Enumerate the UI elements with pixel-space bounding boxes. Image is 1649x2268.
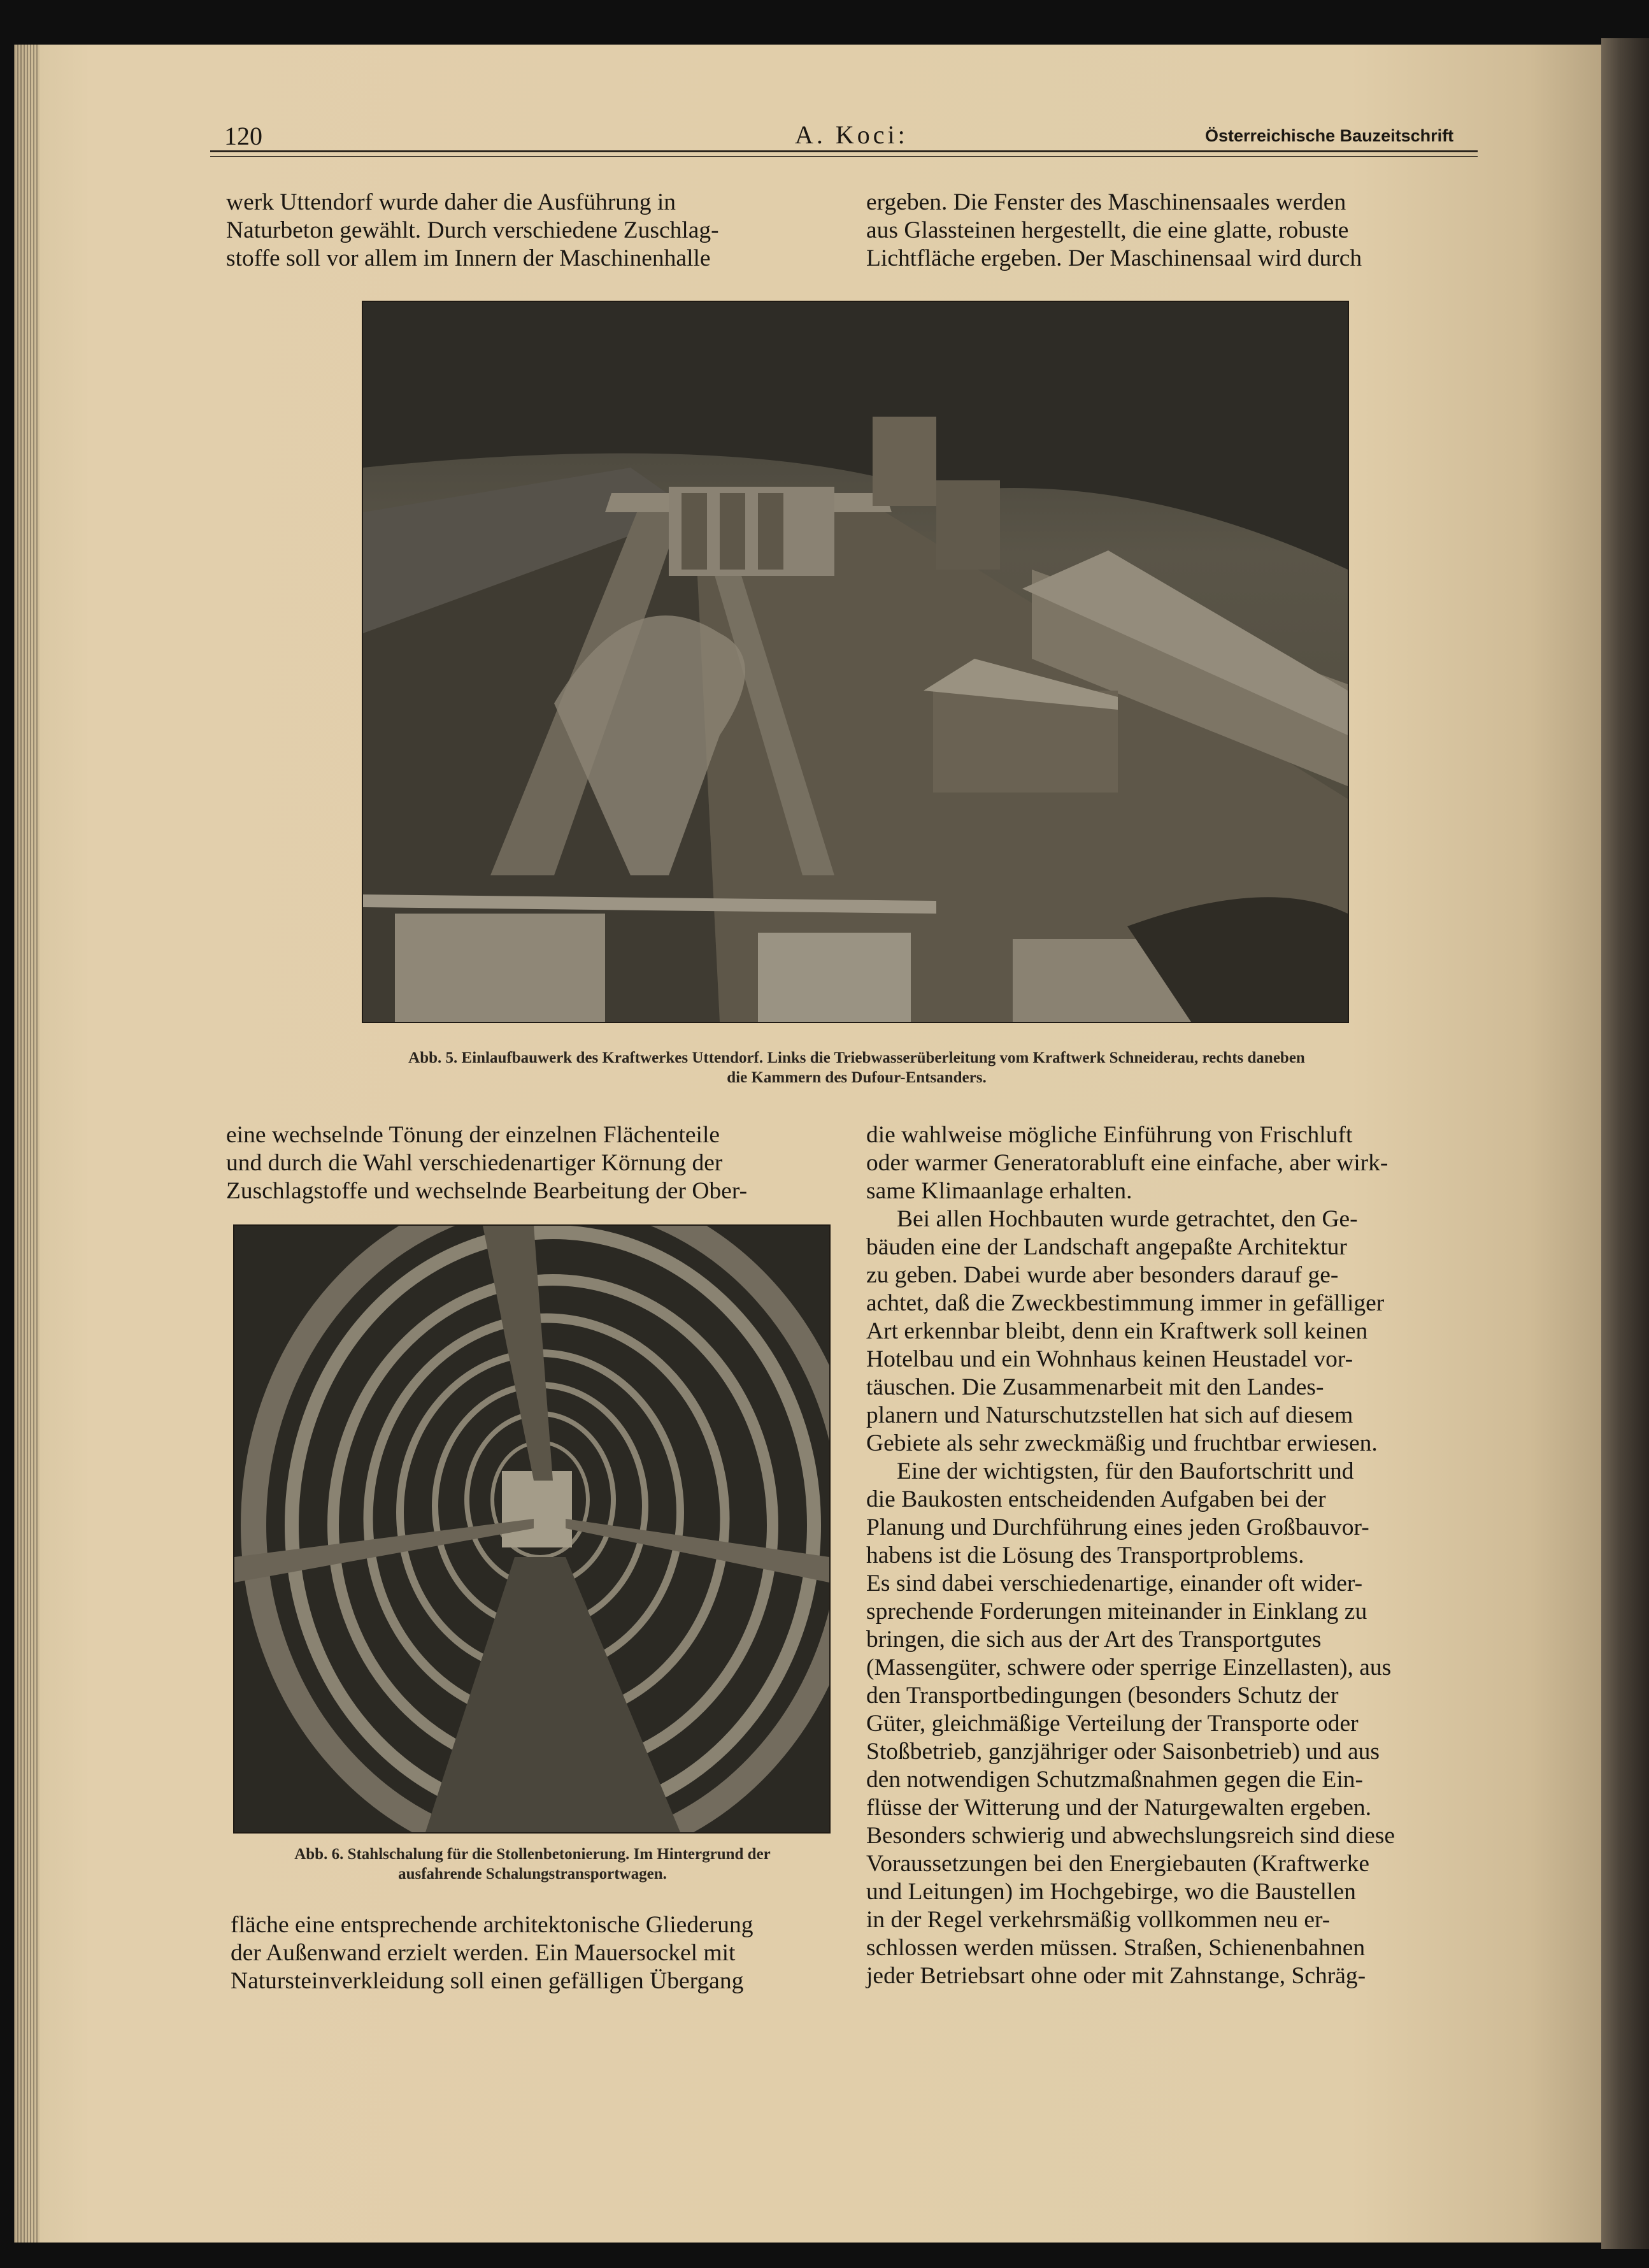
text-line: Voraussetzungen bei den Energiebauten (Kraftwerke [866, 1851, 1369, 1877]
text-column-top-left [226, 189, 832, 273]
text-line: den notwendigen Schutzmaßnahmen gegen die Ein- [866, 1767, 1363, 1793]
text-column-right [866, 1121, 1480, 1990]
text-line: oder warmer Generatorabluft eine einfache, aber wirk- [866, 1150, 1388, 1176]
text-column-top-right [866, 189, 1476, 273]
text-line: Planung und Durchführung eines jeden Großbauvor- [866, 1514, 1369, 1540]
text-line: und Leitungen) im Hochgebirge, wo die Baustellen [866, 1879, 1356, 1905]
text-line: sprechende Forderungen miteinander in Einklang zu [866, 1598, 1367, 1625]
figure-5-caption [274, 1048, 1439, 1087]
text-line: schlossen werden müssen. Straßen, Schienenbahnen [866, 1935, 1366, 1961]
text-line: habens ist die Lösung des Transportproblems. [866, 1542, 1304, 1568]
text-line: Art erkennbar bleibt, denn ein Kraftwerk soll keinen [866, 1318, 1368, 1344]
text-line: die wahlweise mögliche Einführung von Frischluft [866, 1122, 1353, 1148]
text-line: achtet, daß die Zweckbestimmung immer in gefälliger [866, 1290, 1385, 1316]
figure-6-caption-line: Abb. 6. Stahlschalung für die Stollenbetonierung. Im Hintergrund der [294, 1846, 771, 1863]
text-line: Natursteinverkleidung soll einen gefälligen Übergang [231, 1968, 744, 1994]
text-line: jeder Betriebsart ohne oder mit Zahnstange, Schräg- [866, 1963, 1366, 1989]
figure-6-caption-line: ausfahrende Schalungstransportwagen. [398, 1865, 667, 1883]
text-column-mid-left [226, 1121, 832, 1205]
text-line: planern und Naturschutzstellen hat sich auf diesem [866, 1402, 1353, 1428]
text-line: zu geben. Dabei wurde aber besonders darauf ge- [866, 1262, 1339, 1288]
header-rule-thin [210, 156, 1478, 157]
text-line: die Baukosten entscheidenden Aufgaben bei der [866, 1486, 1326, 1512]
text-line: täuschen. Die Zusammenarbeit mit den Landes- [866, 1374, 1324, 1400]
text-line: der Außenwand erzielt werden. Ein Mauersockel mit [231, 1940, 736, 1966]
text-column-bottom-left [231, 1911, 837, 1995]
text-line: ergeben. Die Fenster des Maschinensaales werden [866, 189, 1346, 215]
figure-5-caption-line: die Kammern des Dufour-Entsanders. [727, 1069, 987, 1086]
text-line: den Transportbedingungen (besonders Schutz der [866, 1683, 1339, 1709]
page-edge [1601, 38, 1649, 2249]
page-number: 120 [224, 122, 262, 150]
text-line: flüsse der Witterung und der Naturgewalten ergeben. [866, 1795, 1372, 1821]
text-line: (Massengüter, schwere oder sperrige Einzellasten), aus [866, 1654, 1392, 1681]
text-line: Lichtfläche ergeben. Der Maschinensaal wird durch [866, 245, 1362, 271]
text-line: Naturbeton gewählt. Durch verschiedene Zuschlag- [226, 217, 719, 243]
figure-5-caption-line: Abb. 5. Einlaufbauwerk des Kraftwerkes Uttendorf. Links die Triebwasserüberleitung vom Kraftwerk Schneiderau, rechts daneben [408, 1049, 1305, 1066]
text-line: fläche eine entsprechende architektonische Gliederung [231, 1912, 753, 1938]
text-line: Stoßbetrieb, ganzjähriger oder Saisonbetrieb) und aus [866, 1739, 1380, 1765]
text-line: same Klimaanlage erhalten. [866, 1178, 1132, 1204]
binding-strip [14, 45, 39, 2243]
text-line: in der Regel verkehrsmäßig vollkommen neu er- [866, 1907, 1331, 1933]
text-line: bäuden eine der Landschaft angepaßte Architektur [866, 1234, 1347, 1260]
text-line: Zuschlagstoffe und wechselnde Bearbeitung der Ober- [226, 1178, 748, 1204]
text-line: bringen, die sich aus der Art des Transportgutes [866, 1626, 1322, 1653]
text-line: aus Glassteinen hergestellt, die eine glatte, robuste [866, 217, 1349, 243]
text-line: Bei allen Hochbauten wurde getrachtet, den Ge- [897, 1206, 1358, 1232]
text-line: Es sind dabei verschiedenartige, einander oft wider- [866, 1570, 1363, 1597]
text-line: stoffe soll vor allem im Innern der Maschinenhalle [226, 245, 711, 271]
figure-6-photo-tunnel-formwork [233, 1224, 831, 1834]
text-line: Hotelbau und ein Wohnhaus keinen Heustadel vor- [866, 1346, 1353, 1372]
text-line: Besonders schwierig und abwechslungsreich sind diese [866, 1823, 1396, 1849]
text-line: Gebiete als sehr zweckmäßig und fruchtbar erwiesen. [866, 1430, 1378, 1456]
figure-5-photo-intake-structure [362, 301, 1349, 1023]
header-rule [210, 150, 1478, 152]
figure-6-caption [227, 1844, 838, 1884]
running-author: A. Koci: [795, 120, 908, 149]
text-line: und durch die Wahl verschiedenartiger Körnung der [226, 1150, 723, 1176]
text-line: Eine der wichtigsten, für den Baufortschritt und [897, 1458, 1354, 1484]
running-journal-title: Österreichische Bauzeitschrift [1205, 126, 1454, 145]
text-line: eine wechselnde Tönung der einzelnen Flächenteile [226, 1122, 720, 1148]
text-line: Güter, gleichmäßige Verteilung der Transporte oder [866, 1711, 1359, 1737]
text-line: werk Uttendorf wurde daher die Ausführung in [226, 189, 676, 215]
